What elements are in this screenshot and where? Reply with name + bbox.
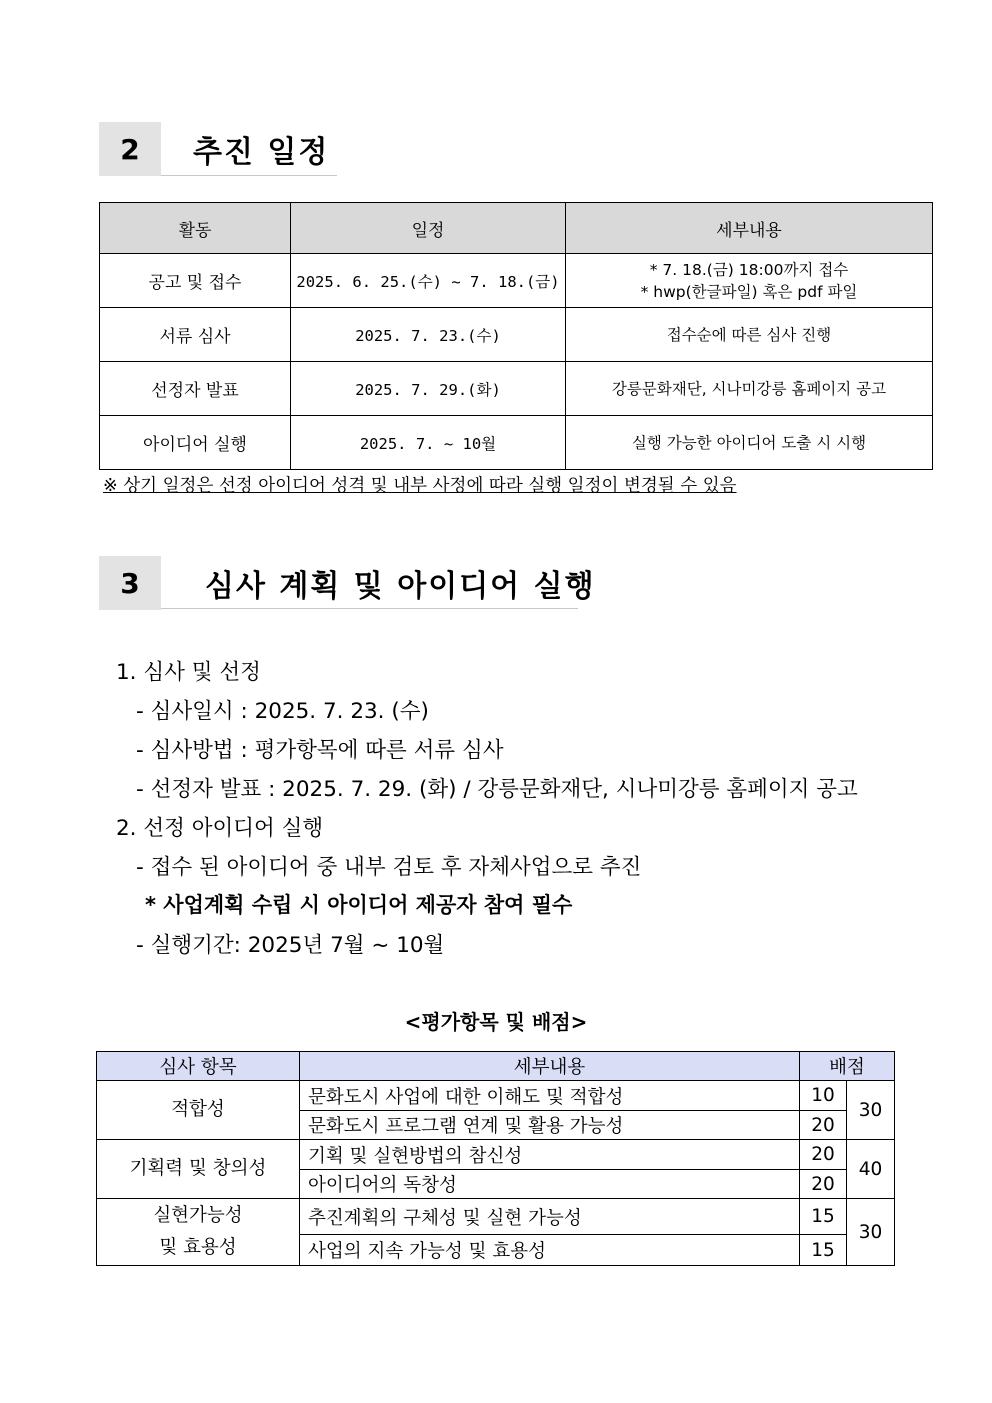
section-underline <box>161 608 578 609</box>
date-cell: 2025. 7. 23.(수) <box>291 308 566 362</box>
date-cell: 2025. 7. ~ 10월 <box>291 416 566 470</box>
detail-line: * hwp(한글파일) 혹은 pdf 파일 <box>640 282 858 301</box>
plan-subitem: - 접수 된 아이디어 중 내부 검토 후 자체사업으로 추진 <box>136 855 642 880</box>
activity-cell: 선정자 발표 <box>100 362 291 416</box>
score-cell: 20 <box>800 1170 847 1199</box>
header-score: 배점 <box>800 1052 895 1081</box>
score-cell: 15 <box>800 1235 847 1266</box>
section-title: 추진 일정 <box>193 135 330 170</box>
header-category: 심사 항목 <box>97 1052 300 1081</box>
category-line: 및 효용성 <box>159 1237 237 1258</box>
evaluation-table <box>96 1051 895 1266</box>
detail-cell: 문화도시 프로그램 연계 및 활용 가능성 <box>300 1111 800 1140</box>
section-2-heading <box>99 122 329 176</box>
activity-cell: 아이디어 실행 <box>100 416 291 470</box>
schedule-note: ※ 상기 일정은 선정 아이디어 성격 및 내부 사정에 따라 실행 일정이 변경될 수 있음 <box>103 476 737 496</box>
table-row <box>100 416 933 470</box>
evaluation-caption: <평가항목 및 배점> <box>404 1010 588 1034</box>
schedule-table <box>99 202 933 470</box>
total-cell: 40 <box>847 1140 895 1199</box>
header-detail: 세부내용 <box>566 203 933 254</box>
activity-cell: 서류 심사 <box>100 308 291 362</box>
category-cell: 기획력 및 창의성 <box>97 1140 300 1199</box>
score-cell: 15 <box>800 1199 847 1235</box>
table-row <box>97 1081 895 1111</box>
total-cell: 30 <box>847 1081 895 1140</box>
detail-cell <box>566 254 933 308</box>
header-date: 일정 <box>291 203 566 254</box>
date-cell: 2025. 6. 25.(수) ~ 7. 18.(금) <box>291 254 566 308</box>
plan-subitem: - 실행기간: 2025년 7월 ~ 10월 <box>136 933 445 958</box>
score-cell: 10 <box>800 1081 847 1111</box>
header-detail: 세부내용 <box>300 1052 800 1081</box>
section-title: 심사 계획 및 아이디어 실행 <box>205 569 596 604</box>
category-cell <box>97 1199 300 1266</box>
category-line: 실현가능성 <box>153 1205 243 1226</box>
table-header-row <box>100 203 933 254</box>
detail-cell: 아이디어의 독창성 <box>300 1170 800 1199</box>
detail-cell: 사업의 지속 가능성 및 효용성 <box>300 1235 800 1266</box>
score-cell: 20 <box>800 1140 847 1170</box>
detail-line: * 7. 18.(금) 18:00까지 접수 <box>649 260 849 279</box>
table-row <box>100 308 933 362</box>
header-activity: 활동 <box>100 203 291 254</box>
plan-note: * 사업계획 수립 시 아이디어 제공자 참여 필수 <box>145 893 573 917</box>
table-header-row <box>97 1052 895 1081</box>
table-row <box>97 1199 895 1235</box>
table-row <box>100 254 933 308</box>
detail-cell: 실행 가능한 아이디어 도출 시 시행 <box>566 416 933 470</box>
category-cell: 적합성 <box>97 1081 300 1140</box>
date-cell: 2025. 7. 29.(화) <box>291 362 566 416</box>
section-underline <box>161 175 337 176</box>
score-cell: 20 <box>800 1111 847 1140</box>
section-number: 3 <box>99 556 161 610</box>
detail-cell: 강릉문화재단, 시나미강릉 홈페이지 공고 <box>566 362 933 416</box>
section-number: 2 <box>99 122 161 176</box>
plan-item: 1. 심사 및 선정 <box>116 660 261 685</box>
detail-cell: 기획 및 실현방법의 참신성 <box>300 1140 800 1170</box>
plan-subitem: - 심사방법 : 평가항목에 따른 서류 심사 <box>136 738 504 763</box>
plan-item: 2. 선정 아이디어 실행 <box>116 816 324 841</box>
plan-subitem: - 선정자 발표 : 2025. 7. 29. (화) / 강릉문화재단, 시나미강릉 홈페이지 공고 <box>136 777 858 802</box>
table-row <box>100 362 933 416</box>
table-row <box>97 1140 895 1170</box>
activity-cell: 공고 및 접수 <box>100 254 291 308</box>
detail-cell: 추진계획의 구체성 및 실현 가능성 <box>300 1199 800 1235</box>
plan-subitem: - 심사일시 : 2025. 7. 23. (수) <box>136 699 429 724</box>
detail-cell: 문화도시 사업에 대한 이해도 및 적합성 <box>300 1081 800 1111</box>
detail-cell: 접수순에 따른 심사 진행 <box>566 308 933 362</box>
section-3-heading <box>99 556 596 610</box>
total-cell: 30 <box>847 1199 895 1266</box>
